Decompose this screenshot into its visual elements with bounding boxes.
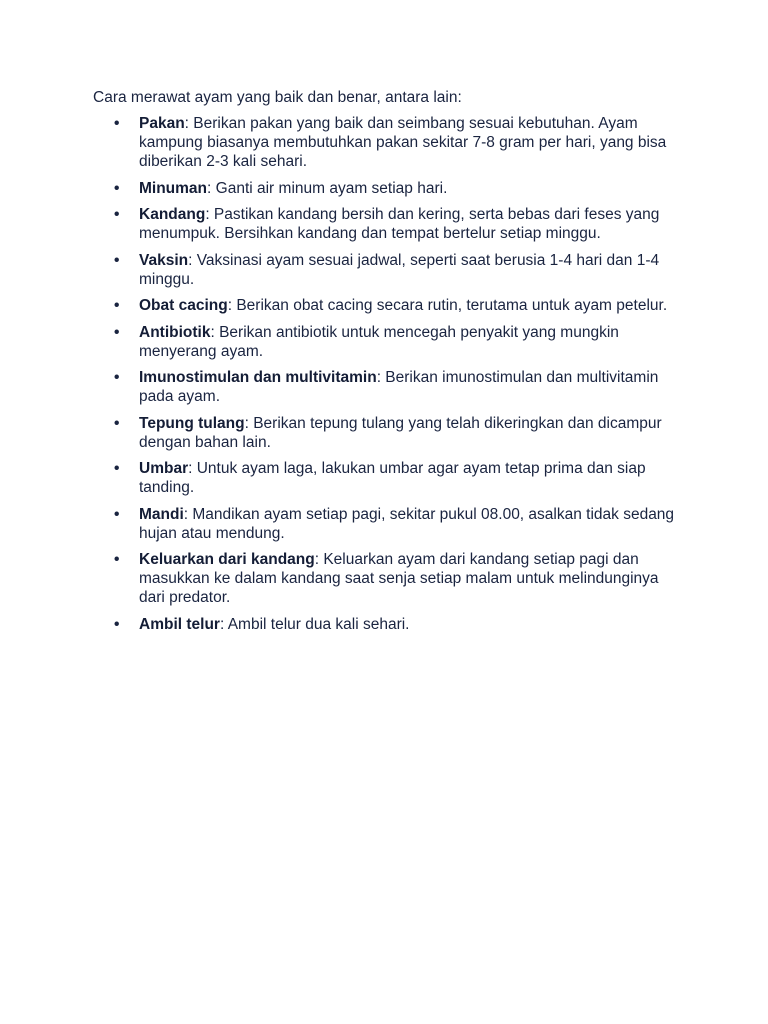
list-item-mandi bbox=[93, 505, 683, 543]
item-term: Pakan bbox=[139, 115, 185, 132]
item-text: : Berikan tepung tulang yang telah dikeringkan dan dicampur dengan bahan lain. bbox=[139, 414, 662, 451]
item-text: : Berikan pakan yang baik dan seimbang sesuai kebutuhan. Ayam kampung biasanya membutuhkan pakan sekitar 7-8 gram per hari, yang bisa diberikan 2-3 kali sehari. bbox=[139, 115, 667, 170]
list-item-imunostimulan bbox=[93, 368, 683, 406]
item-text: : Berikan antibiotik untuk mencegah penyakit yang mungkin menyerang ayam. bbox=[139, 323, 619, 360]
item-term: Tepung tulang bbox=[139, 414, 245, 432]
bullet-icon: • bbox=[114, 615, 120, 633]
bullet-icon: • bbox=[114, 206, 120, 223]
item-term: Ambil telur bbox=[139, 615, 220, 633]
bullet-icon: • bbox=[114, 251, 120, 269]
item-term: Umbar bbox=[139, 460, 189, 477]
item-text: : Pastikan kandang bersih dan kering, serta bebas dari feses yang menumpuk. Bersihkan kandang dan tempat bertelur setiap minggu. bbox=[139, 206, 660, 242]
bullet-icon: • bbox=[114, 179, 120, 197]
list-item-umbar bbox=[93, 459, 683, 497]
list-item-pakan bbox=[93, 114, 683, 171]
list-item-tepung-tulang bbox=[93, 414, 683, 452]
bullet-icon: • bbox=[114, 505, 120, 523]
bullet-icon: • bbox=[114, 297, 120, 314]
item-text: : Mandikan ayam setiap pagi, sekitar pukul 08.00, asalkan tidak sedang hujan atau mendung. bbox=[139, 505, 675, 542]
list-item-minuman bbox=[93, 179, 683, 198]
bullet-icon: • bbox=[114, 323, 120, 341]
item-term: Minuman bbox=[139, 179, 208, 197]
item-text: : Berikan obat cacing secara rutin, terutama untuk ayam petelur. bbox=[227, 297, 668, 314]
list-item-kandang bbox=[93, 205, 683, 243]
item-text: : Ambil telur dua kali sehari. bbox=[219, 615, 410, 633]
item-term: Kandang bbox=[139, 206, 206, 223]
bullet-icon: • bbox=[114, 115, 120, 132]
bullet-icon: • bbox=[114, 460, 120, 477]
item-text: : Keluarkan ayam dari kandang setiap pagi dan masukkan ke dalam kandang saat senja setiap malam untuk melindunginya dari predator. bbox=[139, 551, 659, 606]
list-item-obat-cacing bbox=[93, 296, 683, 315]
item-term: Imunostimulan dan multivitamin bbox=[139, 369, 377, 386]
bullet-icon: • bbox=[114, 551, 120, 568]
document-body bbox=[93, 88, 683, 641]
item-text: : Ganti air minum ayam setiap hari. bbox=[207, 179, 448, 197]
item-text: : Untuk ayam laga, lakukan umbar agar ayam tetap prima dan siap tanding. bbox=[139, 460, 646, 496]
list-item-ambil-telur bbox=[93, 615, 683, 634]
list-item-vaksin bbox=[93, 251, 683, 289]
list-item-antibiotik bbox=[93, 323, 683, 361]
item-term: Obat cacing bbox=[139, 297, 228, 314]
item-term: Keluarkan dari kandang bbox=[139, 551, 315, 568]
intro-paragraph: Cara merawat ayam yang baik dan benar, antara lain: bbox=[93, 89, 462, 106]
list-item-keluarkan bbox=[93, 550, 683, 607]
care-tips-list bbox=[93, 114, 683, 634]
bullet-icon: • bbox=[114, 369, 120, 386]
bullet-icon: • bbox=[114, 414, 120, 432]
item-term: Vaksin bbox=[139, 251, 189, 269]
item-text: : Vaksinasi ayam sesuai jadwal, seperti saat berusia 1-4 hari dan 1-4 minggu. bbox=[139, 251, 660, 288]
item-term: Antibiotik bbox=[139, 323, 211, 341]
item-text: : Berikan imunostimulan dan multivitamin pada ayam. bbox=[139, 369, 659, 405]
item-term: Mandi bbox=[139, 505, 184, 523]
